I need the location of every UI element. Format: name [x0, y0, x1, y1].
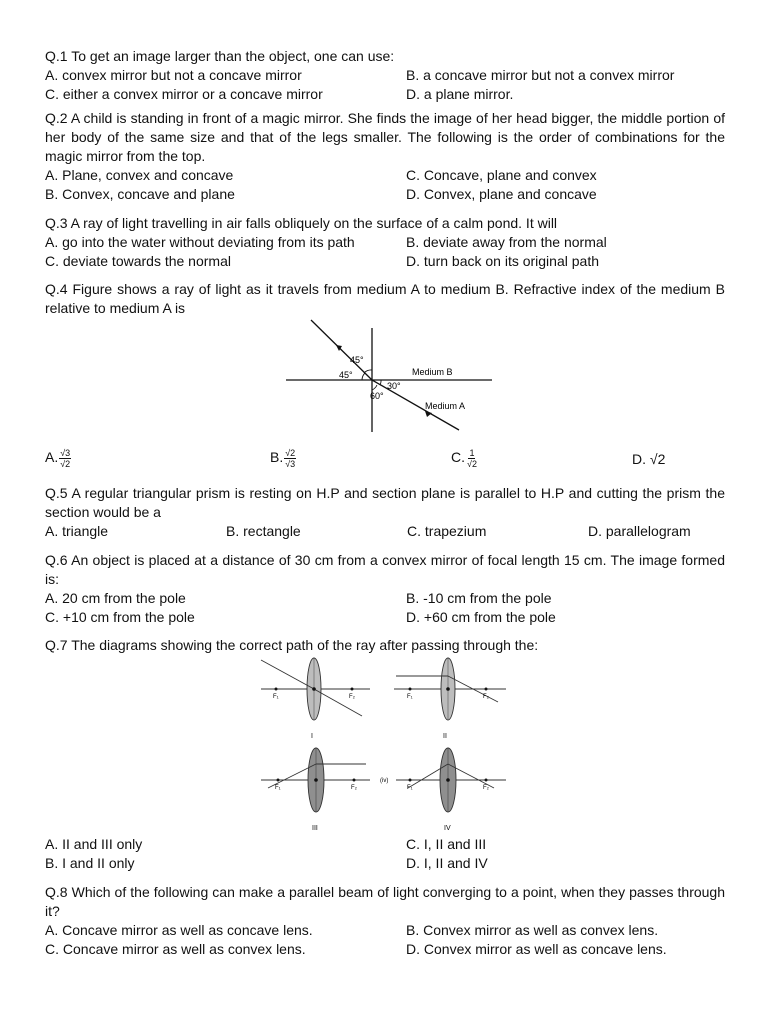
question-7 [45, 636, 725, 655]
refraction-diagram [284, 318, 494, 436]
question-2-text: Q.2 A child is standing in front of a magic mirror. She finds the image of her head bigger, the middle portion of her body of the same size and that of the legs smaller. The following is the order of combinations for the magic mirror from the top. [45, 110, 725, 164]
lens-diagram-4 [380, 748, 506, 832]
question-3-options [45, 233, 725, 271]
question-3-option-c: C. deviate towards the normal [45, 253, 231, 269]
question-4-option-a [45, 448, 71, 469]
medium-a-label: Medium A [425, 401, 466, 411]
lens-diagram-2 [394, 658, 506, 740]
numerator: √2 [285, 448, 296, 458]
question-8-option-d: D. Convex mirror as well as concave lens. [406, 941, 667, 957]
focal-point-f2-label: F₂ [351, 785, 357, 791]
focal-point-f1-label: F₁ [273, 694, 279, 700]
focal-point-f1-label: F₁ [407, 785, 413, 791]
question-4 [45, 280, 725, 318]
fraction [59, 448, 71, 469]
diagram-label-4: IV [444, 825, 451, 832]
lens-diagram-3 [261, 748, 370, 832]
question-2-option-d: D. Convex, plane and concave [406, 186, 597, 202]
question-5-options [45, 522, 725, 541]
question-8-option-b: B. Convex mirror as well as convex lens. [406, 922, 659, 938]
option-value: √2 [649, 451, 666, 467]
question-2-option-a: A. Plane, convex and concave [45, 167, 234, 183]
arc-30 [380, 380, 381, 385]
diagram-aside-label: (iv) [380, 778, 389, 784]
question-6-options [45, 589, 725, 627]
focal-point-f2-label: F₂ [483, 785, 489, 791]
question-7-option-b: B. I and II only [45, 855, 135, 871]
option-letter: D. [632, 451, 646, 467]
question-3-option-d: D. turn back on its original path [406, 253, 599, 269]
question-1 [45, 47, 725, 104]
diagram-label-3: III [312, 825, 318, 832]
question-7-options-block [45, 835, 725, 873]
numerator: √3 [60, 448, 71, 458]
question-5-option-c: C. trapezium [407, 523, 487, 539]
question-4-option-c [451, 448, 478, 469]
question-3-option-a: A. go into the water without deviating from its path [45, 234, 355, 250]
question-6-option-a: A. 20 cm from the pole [45, 590, 186, 606]
question-1-option-d: D. a plane mirror. [406, 86, 514, 102]
angle-30-label: 30° [387, 381, 401, 391]
option-letter: A. [45, 449, 59, 466]
denominator: √3 [285, 459, 296, 469]
angle-45-top-label: 45° [350, 355, 364, 365]
question-1-options [45, 66, 725, 104]
arc-45-left [362, 373, 365, 380]
question-1-option-b: B. a concave mirror but not a convex mirror [406, 67, 675, 83]
denominator: √2 [60, 459, 71, 469]
question-1-text: Q.1 To get an image larger than the object, one can use: [45, 48, 395, 64]
focal-point-f2-label: F₂ [483, 694, 489, 700]
lens-diagrams [258, 656, 508, 834]
medium-b-label: Medium B [412, 367, 453, 377]
diagram-label-1: I [311, 733, 313, 740]
question-4-options [45, 448, 725, 472]
numerator: 1 [469, 448, 475, 458]
focal-point-f1-label: F₁ [275, 785, 281, 791]
option-letter: C. [451, 449, 465, 466]
diagram-label-2: II [443, 733, 447, 740]
question-8-options [45, 921, 725, 959]
question-3-option-b: B. deviate away from the normal [406, 234, 607, 250]
question-5-option-b: B. rectangle [226, 523, 301, 539]
focal-point-f1-label: F₁ [407, 694, 413, 700]
question-4-text: Q.4 Figure shows a ray of light as it travels from medium A to medium B. Refractive index of the medium B relative to medium A is [45, 281, 725, 316]
question-3-text: Q.3 A ray of light travelling in air falls obliquely on the surface of a calm pond. It will [45, 215, 558, 231]
question-7-options [45, 835, 725, 873]
question-7-option-a: A. II and III only [45, 836, 143, 852]
question-3 [45, 214, 725, 271]
question-8 [45, 883, 725, 959]
angle-60-label: 60° [370, 391, 384, 401]
question-2 [45, 109, 725, 204]
question-4-option-d [632, 450, 665, 469]
question-1-option-a: A. convex mirror but not a concave mirror [45, 67, 302, 83]
question-8-text: Q.8 Which of the following can make a parallel beam of light converging to a point, when they passes through it? [45, 884, 725, 919]
question-2-option-c: C. Concave, plane and convex [406, 167, 597, 183]
question-5-option-d: D. parallelogram [588, 523, 691, 539]
question-6-option-b: B. -10 cm from the pole [406, 590, 552, 606]
question-8-option-c: C. Concave mirror as well as convex lens. [45, 941, 306, 957]
question-7-text: Q.7 The diagrams showing the correct path of the ray after passing through the: [45, 637, 539, 653]
angle-45-left-label: 45° [339, 370, 353, 380]
question-6 [45, 551, 725, 627]
option-letter: B. [270, 449, 284, 466]
question-6-option-c: C. +10 cm from the pole [45, 609, 195, 625]
lens-diagram-1 [261, 658, 370, 740]
question-4-option-b [270, 448, 296, 469]
question-7-option-d: D. I, II and IV [406, 855, 488, 871]
question-5-text: Q.5 A regular triangular prism is resting on H.P and section plane is parallel to H.P and cutting the prism the section would be a [45, 485, 725, 520]
question-1-option-c: C. either a convex mirror or a concave mirror [45, 86, 323, 102]
focal-point-f2-label: F₂ [349, 694, 355, 700]
question-2-option-b: B. Convex, concave and plane [45, 186, 235, 202]
fraction [466, 448, 478, 469]
question-5-option-a: A. triangle [45, 523, 109, 539]
question-6-text: Q.6 An object is placed at a distance of 30 cm from a convex mirror of focal length 15 cm. The image formed is: [45, 552, 725, 587]
fraction [284, 448, 296, 469]
question-5 [45, 484, 725, 541]
question-6-option-d: D. +60 cm from the pole [406, 609, 556, 625]
question-8-option-a: A. Concave mirror as well as concave lens. [45, 922, 313, 938]
question-7-option-c: C. I, II and III [406, 836, 487, 852]
arc-60 [372, 385, 377, 390]
question-2-options [45, 166, 725, 204]
denominator: √2 [467, 459, 477, 469]
